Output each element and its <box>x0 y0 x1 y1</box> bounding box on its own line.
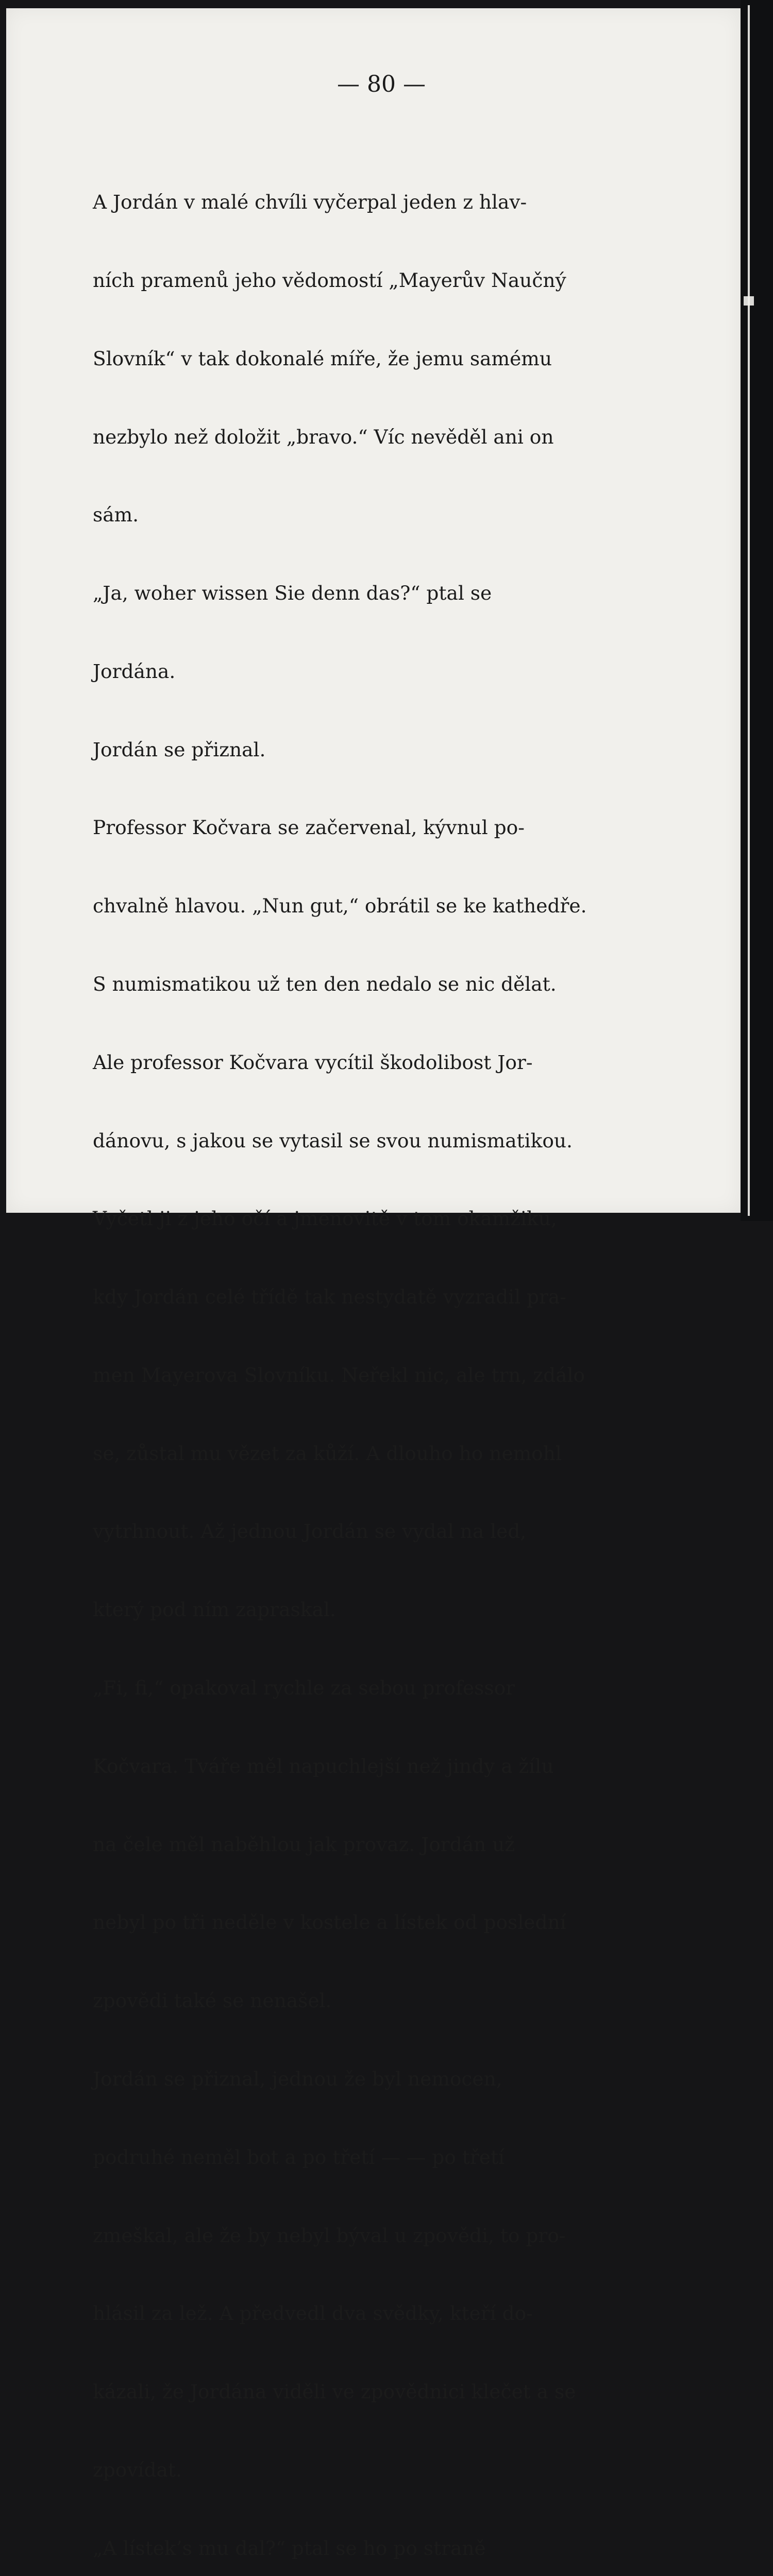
text-line: „Ja, woher wissen Sie denn das?“ ptal se <box>93 582 492 605</box>
body-text <box>93 137 675 2576</box>
text-line: chvalně hlavou. „Nun gut,“ obrátil se ke kathedře. <box>93 894 587 918</box>
text-line: S numismatikou už ten den nedalo se nic dělat. <box>93 973 557 995</box>
text-line: Jordána. <box>93 659 176 683</box>
text-line: Ale professor Kočvara vycítil škodolibost Jor- <box>93 1050 533 1074</box>
text-line: Jordán se přiznal. <box>93 738 266 761</box>
text-line: A Jordán v malé chvíli vyčerpal jeden z hlav- <box>93 191 527 214</box>
text-line: nebyl po tři neděle v kostele a lístek od poslední <box>93 1911 566 1934</box>
text-line: „A lístek’s mu dal?“ ptal se ho po straně <box>93 2536 486 2560</box>
text-line: Jordán se přiznal, jednou že byl nemocen, <box>93 2067 502 2090</box>
text-line: zpovědi také se nenašel. <box>93 1989 332 2012</box>
text-line: Slovník“ v tak dokonalé míře, že jemu samému <box>93 347 552 370</box>
text-line: hlásil za lež. A předvedl dva svědky, kteří do- <box>93 2302 533 2325</box>
text-line: nezbylo než doložit „bravo.“ Víc nevěděl ani on <box>93 425 554 448</box>
text-line: se, zůstal mu vězet za kůží. A dlouho ho nemohl <box>93 1442 562 1465</box>
text-line: zpovídat. <box>93 2458 182 2481</box>
text-line: „Fi, fi,“ opakoval rychle za sebou professor <box>93 1676 515 1700</box>
text-line: Kočvara. Tváře měl napuchlejší než jindy a žílu <box>93 1754 554 1777</box>
text-line: Professor Kočvara se začervenal, kývnul po- <box>93 816 525 839</box>
next-page-edge <box>748 5 750 1216</box>
edge-mark <box>744 296 754 306</box>
text-line: men Mayerova Slovníku. Neřekl nic, ale trn, zdálo <box>93 1363 585 1386</box>
page-number: — 80 — <box>337 71 426 97</box>
text-line: ních pramenů jeho vědomostí „Mayerův Naučný <box>93 268 566 292</box>
text-line: kdy Jordán celé třídě tak nestydatě vyzradil pra- <box>93 1285 566 1309</box>
text-line: vytrhnout. Až jednou Jordán se vydal na led, <box>93 1520 527 1543</box>
text-line: který pod ním zapraskal. <box>93 1598 336 1621</box>
text-line: sám. <box>93 503 139 527</box>
text-line: zmeškal, ale že by nebyl býval u zpovědi, to pro- <box>93 2224 566 2247</box>
scan-border <box>741 0 773 1221</box>
text-line: Vyčetl ji z jeho očí a jmenovitě v tom okamžiku, <box>93 1207 557 1230</box>
text-line: podruhé neměl bot a po třetí — — po třetí <box>93 2145 505 2168</box>
text-line: na čele měl naběhlou jak provaz. Jordán už <box>93 1833 515 1856</box>
text-line: dánovu, s jakou se vytasil se svou numismatikou. <box>93 1129 573 1152</box>
text-line: kázali, že Jordána viděli ve zpovědnici klečet a se <box>93 2380 576 2403</box>
